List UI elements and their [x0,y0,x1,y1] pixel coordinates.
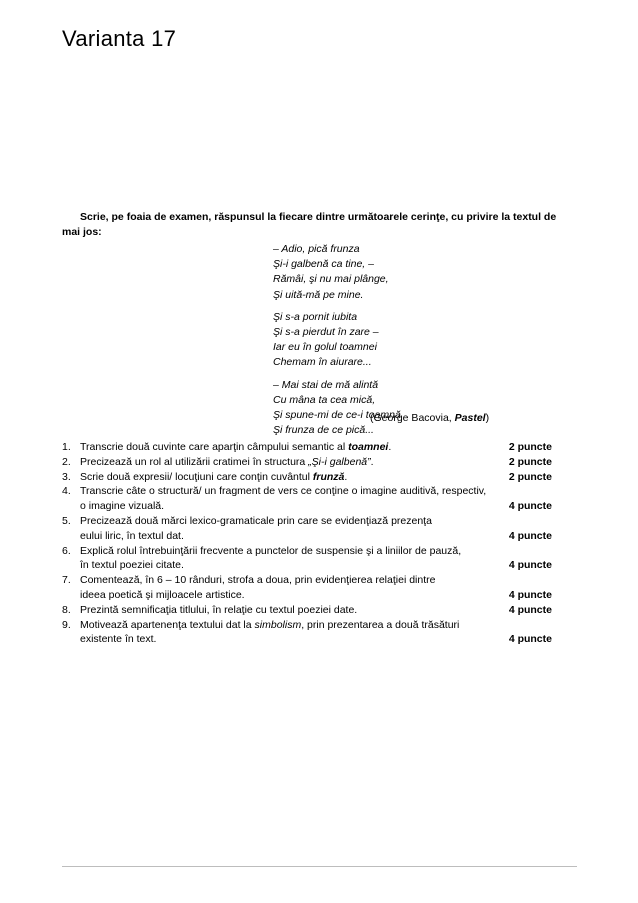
task-number: 4. [62,485,71,498]
poem-stanza-2 [273,310,401,371]
task-item [62,514,552,544]
task-text: Explică rolul întrebuinţării frecvente a punctelor de suspensie şi a liniilor de pauză, [80,544,462,557]
poem-line: Şi s-a pornit iubita [273,310,358,323]
task-points: 2 puncte [508,470,552,483]
task-item [62,484,552,514]
instructions: Scrie, pe foaia de examen, răspunsul la fiecare dintre următoarele cerinţe, cu privire la textul de mai jos: [62,211,557,238]
task-points: 4 puncte [508,529,552,542]
poem-stanza-1 [273,242,401,303]
task-emphasis: frunză [312,470,345,483]
task-points: 4 puncte [508,603,552,616]
task-number: 5. [62,514,71,527]
task-number: 3. [62,470,71,483]
task-item [62,618,552,648]
task-item [62,603,552,618]
task-number: 1. [62,441,71,453]
page-title: Varianta 17 [62,26,177,51]
task-text: Precizează două mărci lexico-gramaticale prin care se evidenţiază prezenţa [80,514,432,527]
poem-line: Şi spune-mi de ce-i toamnă [273,409,401,422]
task-text: Prezintă semnificaţia titlului, în relaţie cu textul poeziei date. [80,603,358,616]
task-text: Transcrie două cuvinte care aparţin câmpului semantic al toamnei. [80,441,392,453]
task-emphasis: „Şi-i galbenă” [308,455,371,468]
task-number: 8. [62,603,71,616]
task-item [62,544,552,574]
task-item [62,440,552,455]
poem-stanza-3 [273,378,401,439]
attribution-end: ) [485,412,490,424]
task-points: 2 puncte [508,441,552,453]
poem-line: Iar eu în golul toamnei [273,341,377,354]
task-list [62,440,552,647]
task-item [62,455,552,470]
poem-line: Chemam în aiurare... [273,356,372,369]
poem-line: Şi-i galbenă ca tine, – [273,258,374,271]
task-number: 7. [62,574,71,587]
task-text: ideea poetică şi mijloacele artistice. [80,588,245,601]
poem-line: – Adio, pică frunza [273,243,360,255]
task-text: Transcrie câte o structură/ un fragment de vers ce conţine o imagine auditivă, respectiv, [80,485,487,498]
poem-line: Şi uită-mă pe mine. [273,288,364,301]
poem-attribution [370,412,489,424]
task-item [62,470,552,485]
task-points: 4 puncte [508,588,552,601]
poem-line: Rămâi, şi nu mai plânge, [273,273,389,286]
task-points: 4 puncte [508,559,552,572]
task-text: în textul poeziei citate. [80,559,184,572]
poem-line: Cu mâna ta cea mică, [273,393,376,406]
task-text: eului liric, în textul dat. [80,529,184,542]
task-text: Precizează un rol al utilizării cratimei în structura „Şi-i galbenă”. [80,455,374,468]
poem-line: Şi frunza de ce pică... [273,424,374,437]
task-text: existente în text. [80,633,157,646]
task-number: 9. [62,618,71,631]
poem-line: Şi s-a pierdut în zare – [273,326,379,339]
task-points: 4 puncte [508,633,552,646]
task-text: Scrie două expresii/ locuţiuni care conţin cuvântul frunză. [80,470,348,483]
task-points: 4 puncte [508,500,552,513]
task-text: Comentează, în 6 – 10 rânduri, strofa a doua, prin evidenţierea relaţiei dintre [80,574,436,587]
footer-divider [62,866,577,867]
task-text: o imagine vizuală. [80,500,165,513]
task-number: 6. [62,544,71,557]
task-text: Motivează apartenenţa textului dat la simbolism, prin prezentarea a două trăsături [80,618,460,631]
task-emphasis: toamnei [348,441,389,453]
task-number: 2. [62,455,71,468]
poem-line: – Mai stai de mă alintă [273,378,379,391]
attribution-author: (George Bacovia, [370,412,455,424]
task-item [62,573,552,603]
task-emphasis: simbolism [254,618,302,631]
task-points: 2 puncte [508,455,552,468]
attribution-work: Pastel [454,412,486,424]
